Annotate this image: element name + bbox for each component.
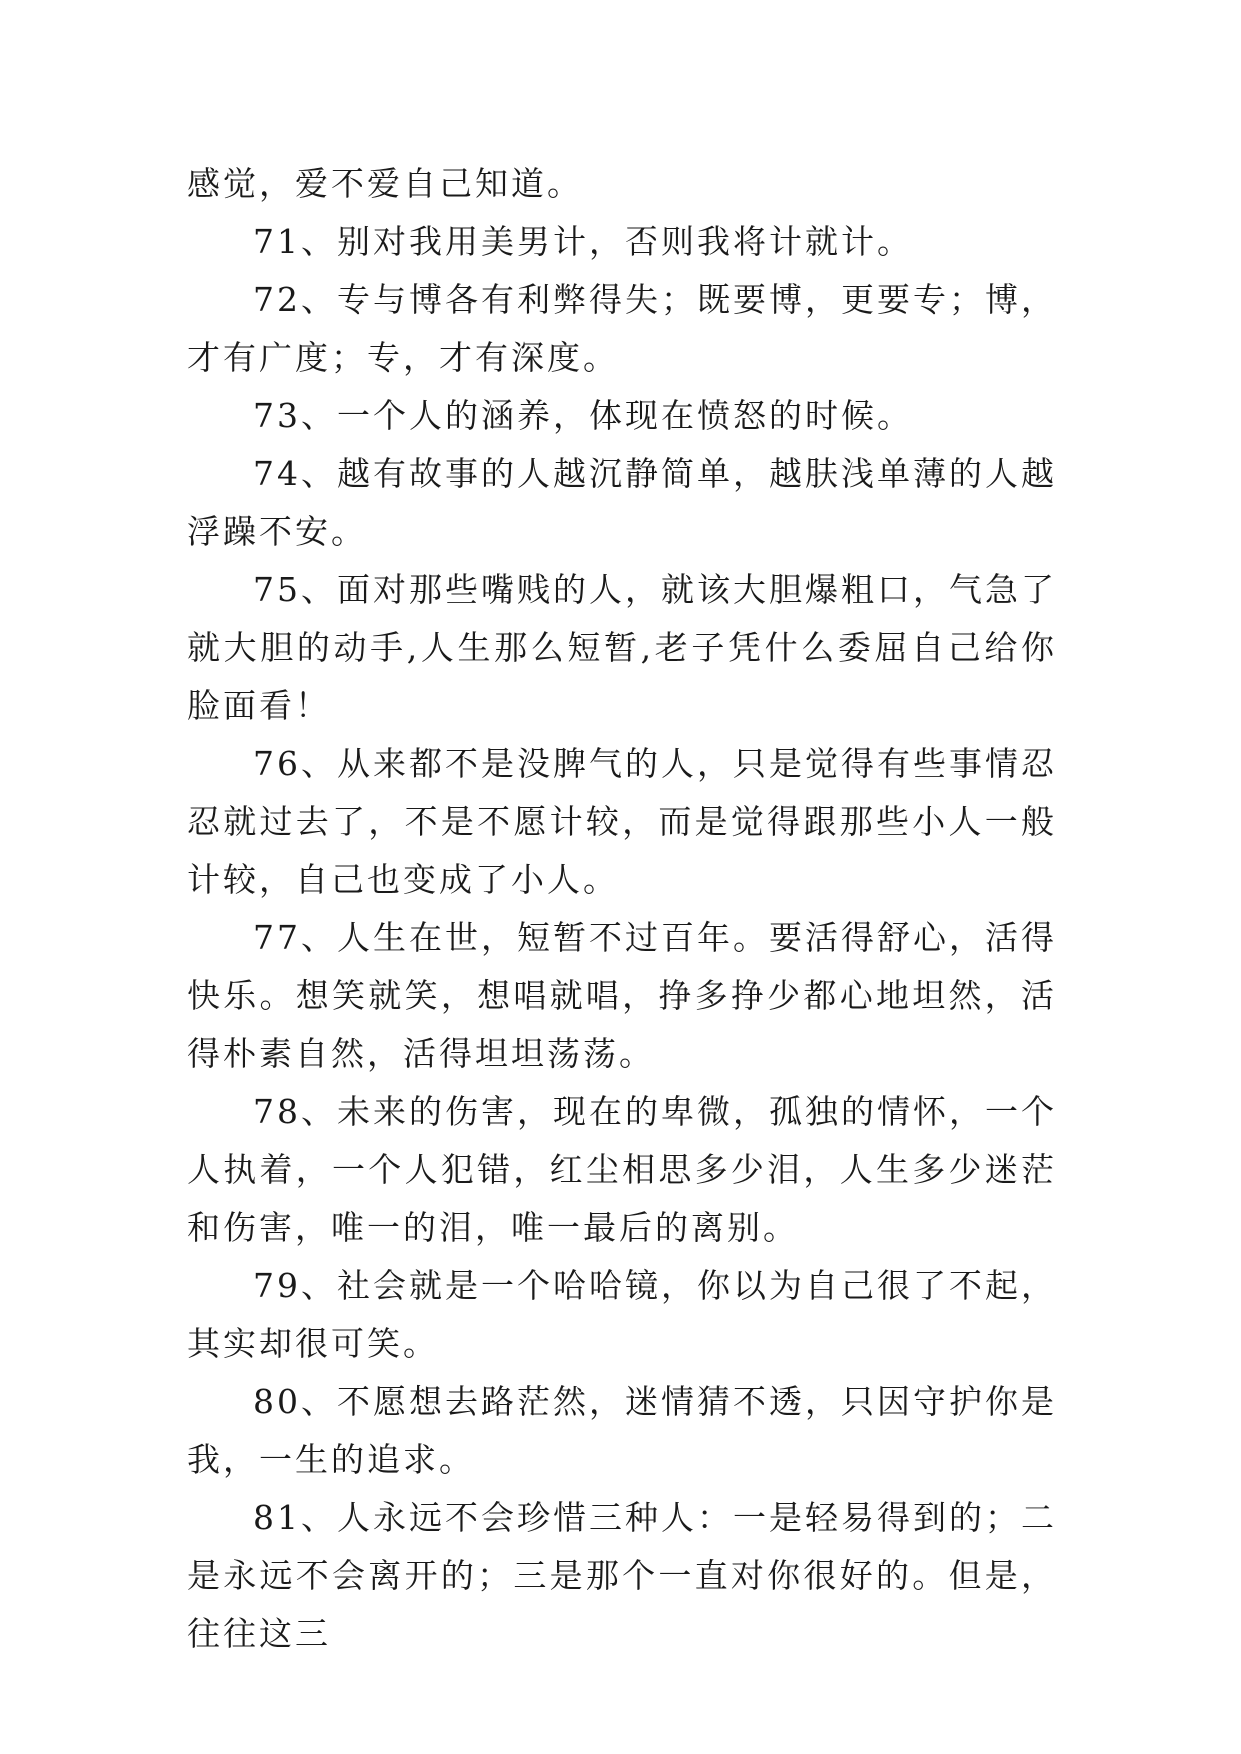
paragraph: 81、人永远不会珍惜三种人：一是轻易得到的；二是永远不会离开的；三是那个一直对你很好的。但是，往往这三 xyxy=(187,1498,1057,1653)
paragraph: 79、社会就是一个哈哈镜，你以为自己很了不起，其实却很可笑。 xyxy=(187,1266,1057,1363)
paragraph: 71、别对我用美男计，否则我将计就计。 xyxy=(253,222,913,261)
paragraph: 感觉，爱不爱自己知道。 xyxy=(187,164,583,203)
paragraph: 72、专与博各有利弊得失；既要博，更要专；博，才有广度；专，才有深度。 xyxy=(187,280,1057,377)
paragraph: 80、不愿想去路茫然，迷情猜不透，只因守护你是我，一生的追求。 xyxy=(187,1382,1057,1479)
document-body xyxy=(187,155,1057,1663)
paragraph: 75、面对那些嘴贱的人，就该大胆爆粗口，气急了就大胆的动手,人生那么短暂,老子凭什么委屈自己给你脸面看！ xyxy=(187,570,1057,725)
paragraph: 73、一个人的涵养，体现在愤怒的时候。 xyxy=(253,396,913,435)
paragraph: 77、人生在世，短暂不过百年。要活得舒心，活得快乐。想笑就笑，想唱就唱，挣多挣少都心地坦然，活得朴素自然，活得坦坦荡荡。 xyxy=(187,918,1057,1073)
paragraph: 74、越有故事的人越沉静简单，越肤浅单薄的人越浮躁不安。 xyxy=(187,454,1057,551)
paragraph: 76、从来都不是没脾气的人，只是觉得有些事情忍忍就过去了，不是不愿计较，而是觉得跟那些小人一般计较，自己也变成了小人。 xyxy=(187,744,1057,899)
paragraph: 78、未来的伤害，现在的卑微，孤独的情怀，一个人执着，一个人犯错，红尘相思多少泪，人生多少迷茫和伤害，唯一的泪，唯一最后的离别。 xyxy=(187,1092,1057,1247)
